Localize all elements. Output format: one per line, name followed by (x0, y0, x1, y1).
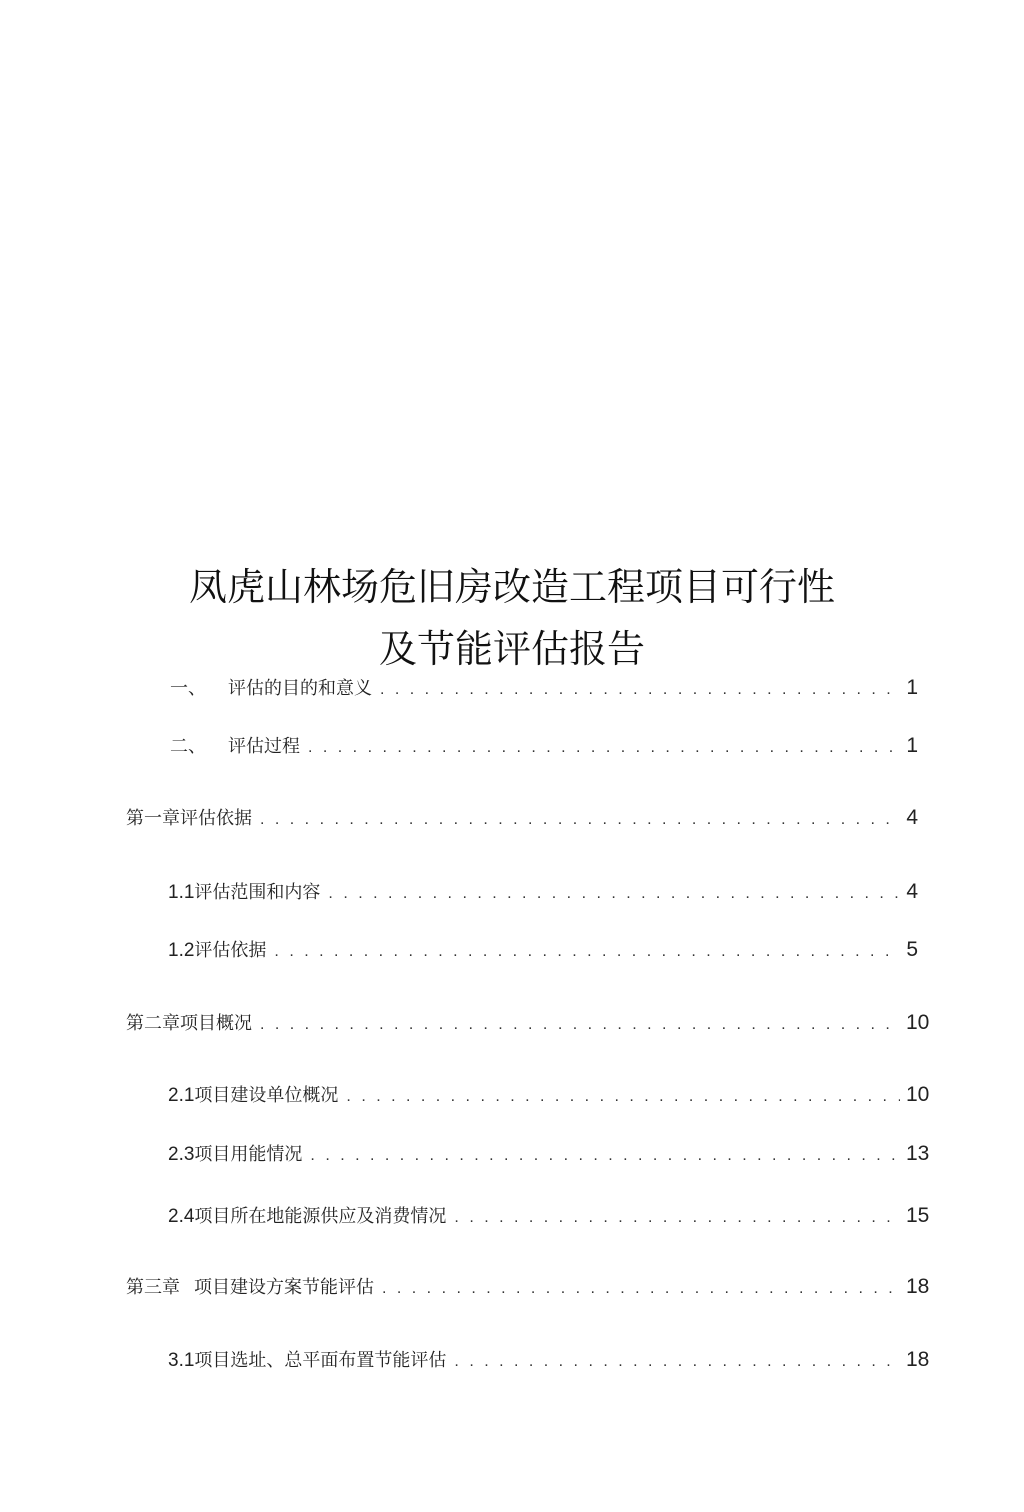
toc-entry[interactable] (170, 732, 918, 758)
toc-dot-leader (346, 1088, 900, 1106)
toc-dot-leader (454, 1353, 900, 1371)
toc-entry-prefix: 2.3 (168, 1144, 195, 1165)
toc-page-number: 10 (906, 1011, 930, 1034)
toc-page-number: 5 (906, 938, 918, 961)
toc-entry-label: 项目建设单位概况 (194, 1085, 339, 1106)
toc-entry-prefix: 1.1 (168, 882, 195, 903)
toc-page-number: 4 (906, 806, 918, 829)
toc-page-number: 1 (906, 676, 918, 699)
toc-entry-prefix: 2.1 (168, 1085, 195, 1106)
toc-entry[interactable] (168, 1202, 930, 1228)
toc-dot-leader (260, 1016, 900, 1034)
toc-entry-prefix: 二、 (170, 736, 206, 757)
toc-entry-prefix: 1.2 (168, 940, 195, 961)
toc-entry-label: 项目所在地能源供应及消费情况 (194, 1206, 447, 1227)
toc-entry-label: 评估的目的和意义 (228, 678, 372, 699)
toc-page-number: 18 (906, 1275, 930, 1298)
document-title-line-2: 及节能评估报告 (378, 627, 645, 671)
toc-entry-label: 项目用能情况 (194, 1144, 303, 1165)
toc-entry-prefix: 2.4 (168, 1206, 195, 1227)
toc-entry[interactable] (168, 936, 918, 962)
toc-page-number: 10 (906, 1083, 930, 1106)
toc-dot-leader (310, 1147, 900, 1165)
toc-page-number: 18 (906, 1348, 930, 1371)
toc-entry[interactable] (170, 674, 918, 700)
toc-page-number: 4 (906, 880, 918, 903)
toc-page-number: 13 (906, 1142, 930, 1165)
toc-entry[interactable] (126, 804, 918, 830)
toc-entry-label: 第二章项目概况 (126, 1013, 252, 1034)
toc-dot-leader (382, 1280, 900, 1298)
toc-dot-leader (308, 739, 900, 757)
toc-entry[interactable] (126, 1273, 930, 1299)
toc-entry[interactable] (168, 1346, 930, 1372)
toc-dot-leader (328, 885, 900, 903)
toc-dot-leader (380, 681, 900, 699)
toc-page-number: 1 (906, 734, 918, 757)
toc-page-number: 15 (906, 1204, 930, 1227)
toc-entry-label: 项目建设方案节能评估 (194, 1277, 374, 1298)
toc-entry-label: 评估过程 (228, 736, 300, 757)
toc-entry[interactable] (168, 1140, 930, 1166)
toc-entry-prefix: 3.1 (168, 1350, 195, 1371)
toc-entry[interactable] (168, 878, 918, 904)
toc-entry[interactable] (126, 1009, 930, 1035)
toc-entry-label: 评估依据 (194, 940, 267, 961)
toc-dot-leader (454, 1209, 900, 1227)
toc-entry-label: 评估范围和内容 (194, 882, 321, 903)
document-title-line-1: 凤虎山林场危旧房改造工程项目可行性 (188, 565, 835, 609)
toc-entry-prefix: 一、 (170, 678, 206, 699)
toc-entry-label: 第一章评估依据 (126, 808, 252, 829)
toc-dot-leader (274, 943, 900, 961)
toc-entry-label: 项目选址、总平面布置节能评估 (194, 1350, 447, 1371)
toc-entry[interactable] (168, 1081, 930, 1107)
toc-entry-prefix: 第三章 (126, 1277, 180, 1298)
toc-dot-leader (260, 811, 900, 829)
